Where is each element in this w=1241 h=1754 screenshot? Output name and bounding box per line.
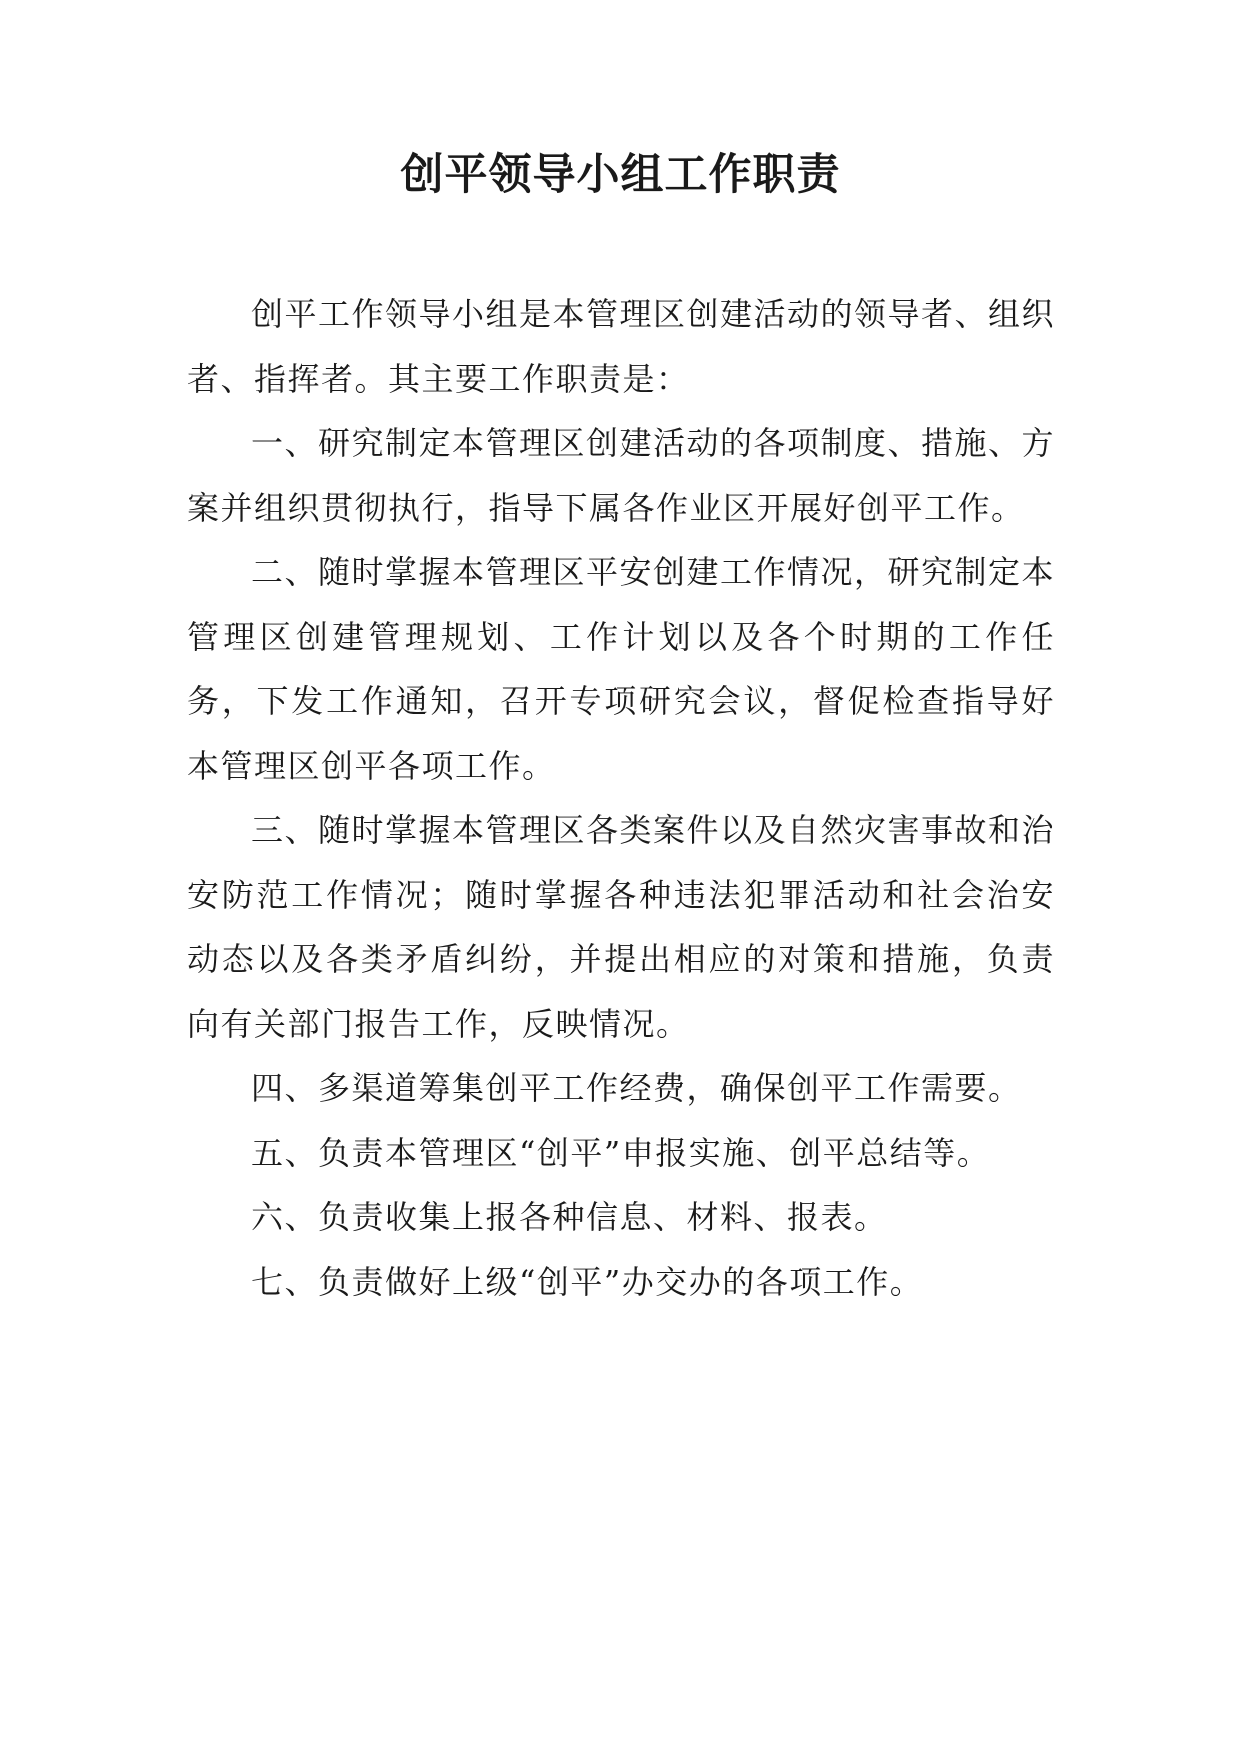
duty-item-2: 二、随时掌握本管理区平安创建工作情况，研究制定本管理区创建管理规划、工作计划以及各个时期的工作任务，下发工作通知，召开专项研究会议，督促检查指导好本管理区创平各项工作。: [187, 553, 1056, 785]
duty-item-4: 四、多渠道筹集创平工作经费，确保创平工作需要。: [251, 1069, 1022, 1107]
intro-paragraph: 创平工作领导小组是本管理区创建活动的领导者、组织者、指挥者。其主要工作职责是：: [187, 295, 1056, 398]
document-title: 创平领导小组工作职责: [400, 150, 841, 200]
duty-item-3: 三、随时掌握本管理区各类案件以及自然灾害事故和治安防范工作情况；随时掌握各种违法犯罪活动和社会治安动态以及各类矛盾纠纷，并提出相应的对策和措施，负责向有关部门报告工作，反映情况。: [187, 811, 1056, 1043]
duty-item-6: 六、负责收集上报各种信息、材料、报表。: [251, 1198, 888, 1236]
document-body: [187, 282, 1055, 1314]
duty-item-5: 五、负责本管理区“创平”申报实施、创平总结等。: [251, 1133, 991, 1172]
duty-item-1: 一、研究制定本管理区创建活动的各项制度、措施、方案并组织贯彻执行，指导下属各作业区开展好创平工作。: [187, 424, 1056, 527]
duty-item-7: 七、负责做好上级“创平”办交办的各项工作。: [251, 1262, 924, 1301]
